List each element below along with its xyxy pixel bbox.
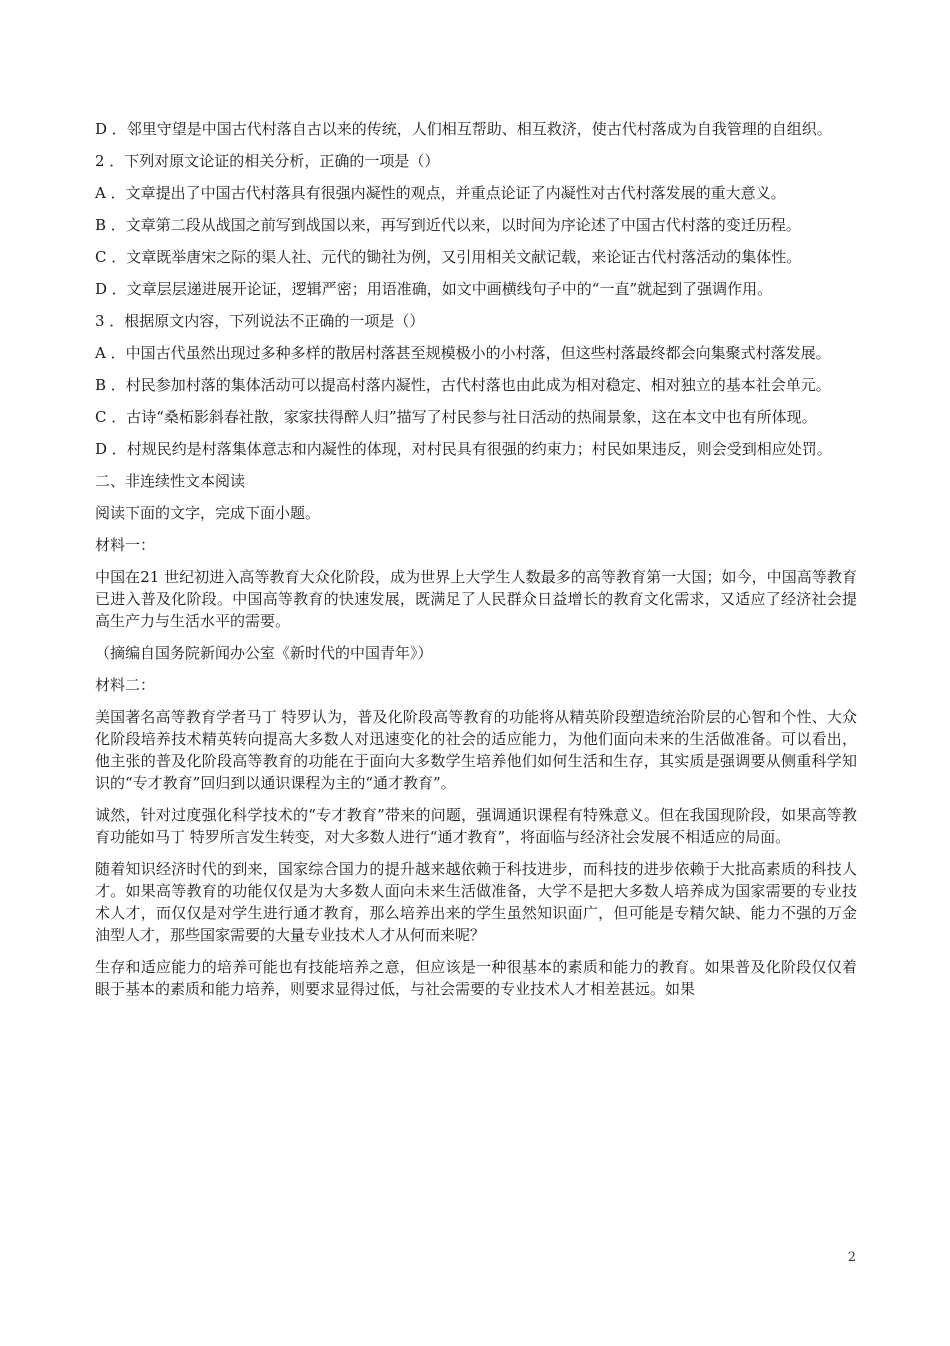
question-2: 2 ．下列对原文论证的相关分析，正确的一项是（） bbox=[95, 152, 440, 170]
material-two-para-1: 美国著名高等教育学者马丁 特罗认为，普及化阶段高等教育的功能将从精英阶段塑造统治阶层的心智和个性、大众化阶段培养技术精英转向提高大多数人对迅速变化的社会的适应能力，为他们面向未来的生活做准备。可以看出，他主张的普及化阶段高等教育的功能在于面向大多数学生培养他们如何生活和生存，其实质是强调要从侧重科学知识的“专才教育”回归到以通识课程为主的“通才教育”。 bbox=[95, 708, 857, 792]
option-d-q1: D ．邻里守望是中国古代村落自古以来的传统，人们相互帮助、相互救济，使古代村落成为自我管理的自组织。 bbox=[95, 120, 832, 138]
option-a-q2: A ．文章提出了中国古代村落具有很强内凝性的观点，并重点论证了内凝性对古代村落发展的重大意义。 bbox=[95, 184, 786, 202]
option-d-q2: D ．文章层层递进展开论证，逻辑严密；用语准确，如文中画横线句子中的“一直”就起到了强调作用。 bbox=[95, 280, 773, 298]
page-number: 2 bbox=[847, 1250, 856, 1265]
material-two-para-4: 生存和适应能力的培养可能也有技能培养之意，但应该是一种很基本的素质和能力的教育。如果普及化阶段仅仅着眼于基本的素质和能力培养，则要求显得过低，与社会需要的专业技术人才相差甚远。如果 bbox=[95, 958, 857, 998]
material-two-para-2: 诚然，针对过度强化科学技术的“专才教育”带来的问题，强调通识课程有特殊意义。但在我国现阶段，如果高等教育功能如马丁 特罗所言发生转变，对大多数人进行“通才教育”，将面临与经济社会发展不相适应的局面。 bbox=[95, 806, 857, 846]
option-c-q2: C ．文章既举唐宋之际的渠人社、元代的锄社为例，又引用相关文献记载，来论证古代村落活动的集体性。 bbox=[95, 248, 802, 266]
document-body bbox=[95, 118, 857, 1010]
question-3: 3 ．根据原文内容，下列说法不正确的一项是（） bbox=[95, 312, 425, 330]
instruction-text: 阅读下面的文字，完成下面小题。 bbox=[95, 504, 321, 522]
material-one-source: （摘编自国务院新闻办公室《新时代的中国青年》） bbox=[95, 644, 433, 662]
material-one-text: 中国在21 世纪初进入高等教育大众化阶段，成为世界上大学生人数最多的高等教育第一大国；如今，中国高等教育已进入普及化阶段。中国高等教育的快速发展，既满足了人民群众日益增长的教育文化需求，又适应了经济社会提高生产力与生活水平的需要。 bbox=[95, 568, 857, 630]
material-one-label: 材料一： bbox=[95, 536, 156, 554]
option-d-q3: D ．村规民约是村落集体意志和内凝性的体现，对村民具有很强的约束力；村民如果违反，则会受到相应处罚。 bbox=[95, 440, 832, 458]
option-b-q2: B ．文章第二段从战国之前写到战国以来，再写到近代以来，以时间为序论述了中国古代村落的变迁历程。 bbox=[95, 216, 801, 234]
material-two-label: 材料二： bbox=[95, 676, 156, 694]
material-two-para-3: 随着知识经济时代的到来，国家综合国力的提升越来越依赖于科技进步，而科技的进步依赖于大批高素质的科技人才。如果高等教育的功能仅仅是为大多数人面向未来生活做准备，大学不是把大多数人培养成为国家需要的专业技术人才，而仅仅是对学生进行通才教育，那么培养出来的学生虽然知识面广，但可能是专精欠缺、能力不强的万金油型人才，那些国家需要的大量专业技术人才从何而来呢？ bbox=[95, 860, 857, 944]
option-b-q3: B ．村民参加村落的集体活动可以提高村落内凝性，古代村落也由此成为相对稳定、相对独立的基本社会单元。 bbox=[95, 376, 831, 394]
option-a-q3: A ．中国古代虽然出现过多种多样的散居村落甚至规模极小的小村落，但这些村落最终都会向集聚式村落发展。 bbox=[95, 344, 831, 362]
section-heading: 二、非连续性文本阅读 bbox=[95, 472, 246, 490]
option-c-q3: C ．古诗“桑柘影斜春社散，家家扶得醉人归”描写了村民参与社日活动的热闹景象，这在本文中也有所体现。 bbox=[95, 408, 817, 426]
